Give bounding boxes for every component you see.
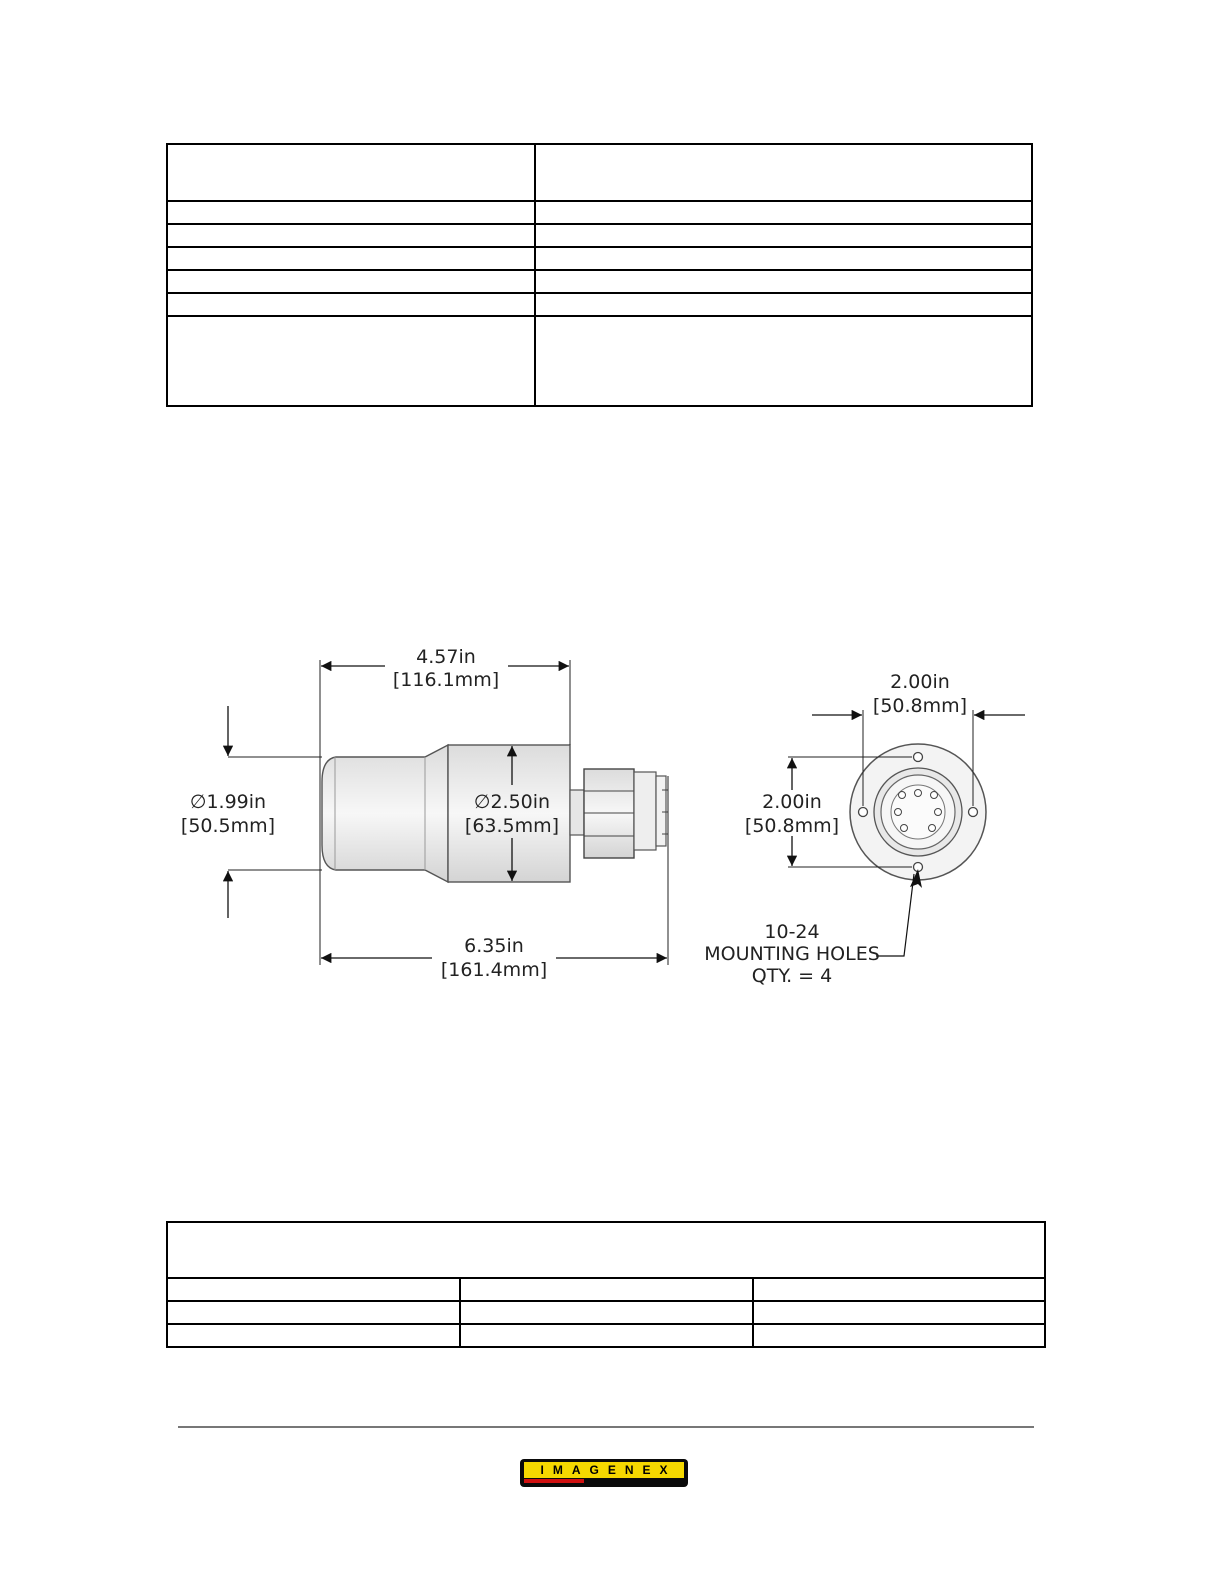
spec-cell xyxy=(167,224,535,247)
spec-table xyxy=(166,143,1033,407)
dim-body-length-mm: [116.1mm] xyxy=(392,669,500,691)
spec-cell xyxy=(167,270,535,293)
spec-cell xyxy=(167,293,535,316)
spec-cell xyxy=(535,270,1032,293)
dim-overall-length-in: 6.35in xyxy=(464,935,524,957)
connector-pin xyxy=(931,792,938,799)
dim-body-diameter-mm: [63.5mm] xyxy=(464,815,560,837)
spec-cell xyxy=(535,247,1032,270)
side-view xyxy=(181,646,668,981)
housing-nose xyxy=(322,745,448,882)
connector-pin xyxy=(929,825,936,832)
spec-cell xyxy=(535,201,1032,224)
bottom-cell xyxy=(167,1301,460,1324)
bottom-cell xyxy=(753,1278,1045,1301)
bottom-table xyxy=(166,1221,1046,1348)
bottom-table-header xyxy=(167,1222,1045,1278)
bottom-cell xyxy=(460,1301,753,1324)
dim-hole-spacing-h-mm: [50.8mm] xyxy=(872,695,968,717)
logo-text: IMAGENEX xyxy=(524,1462,684,1478)
mechanical-drawing xyxy=(0,600,1225,1020)
housing-body xyxy=(448,745,570,882)
end-view xyxy=(704,671,1025,987)
connector-pin xyxy=(901,825,908,832)
connector-pin xyxy=(899,792,906,799)
connector-pin xyxy=(935,809,942,816)
connector-pin xyxy=(915,790,922,797)
bottom-cell xyxy=(753,1324,1045,1347)
diameter-symbol: ∅ xyxy=(189,791,207,813)
mounting-hole xyxy=(859,808,868,817)
bottom-cell xyxy=(460,1324,753,1347)
diameter-symbol: ∅ xyxy=(473,791,491,813)
spec-cell xyxy=(535,144,1032,201)
dim-body-diameter-in: 2.50in xyxy=(490,791,551,813)
dim-nose-diameter-in: 1.99in xyxy=(206,791,267,813)
dim-nose-diameter xyxy=(190,791,266,813)
dim-overall-length-mm: [161.4mm] xyxy=(440,959,548,981)
callout-thread: 10-24 xyxy=(764,921,820,943)
spec-cell xyxy=(535,293,1032,316)
mounting-hole xyxy=(914,753,923,762)
logo-swoosh xyxy=(524,1479,584,1483)
mounting-hole xyxy=(969,808,978,817)
bottom-cell xyxy=(167,1278,460,1301)
dim-body-diameter xyxy=(474,791,550,813)
callout-quantity: QTY. = 4 xyxy=(751,965,833,987)
connector-pin xyxy=(895,809,902,816)
spec-cell xyxy=(167,144,535,201)
spec-cell xyxy=(535,316,1032,406)
dim-nose-diameter-mm: [50.5mm] xyxy=(180,815,276,837)
spec-cell xyxy=(167,247,535,270)
dim-body-length-in: 4.57in xyxy=(416,646,476,668)
bottom-cell xyxy=(753,1301,1045,1324)
dim-hole-spacing-h-in: 2.00in xyxy=(890,671,950,693)
dim-hole-spacing-v-in: 2.00in xyxy=(762,791,822,813)
spec-cell xyxy=(535,224,1032,247)
bottom-cell xyxy=(167,1324,460,1347)
spec-cell xyxy=(167,316,535,406)
footer-divider xyxy=(178,1426,1034,1428)
callout-mounting-holes: MOUNTING HOLES xyxy=(704,943,880,965)
spec-cell xyxy=(167,201,535,224)
bottom-cell xyxy=(460,1278,753,1301)
dim-hole-spacing-v-mm: [50.8mm] xyxy=(744,815,840,837)
